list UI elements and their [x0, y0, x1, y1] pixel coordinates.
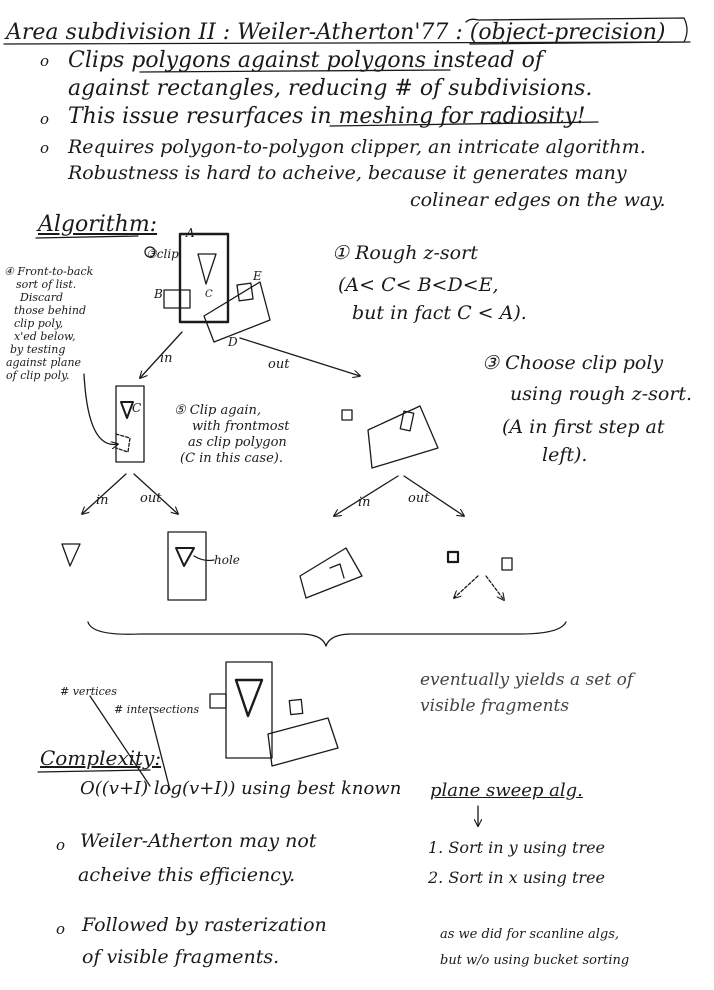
step5-line-1: ⑤ Clip again,: [174, 403, 261, 418]
step5-line-2: with frontmost: [192, 419, 290, 434]
step4-line-2: sort of list.: [16, 278, 77, 291]
step3-line-4: left).: [542, 444, 588, 466]
complexity-b1-line-1: Weiler-Atherton may not: [80, 830, 317, 852]
out-label-1: out: [268, 357, 290, 372]
step1-line-2: (A< C< B<D<E,: [338, 274, 499, 296]
poly-label-a: A: [186, 226, 195, 240]
bullet-3-line-2: Robustness is hard to acheive, because it generates many: [68, 162, 627, 184]
bullet-mark-4: o: [56, 836, 66, 854]
underline-meshing: [330, 122, 598, 126]
bullet-mark-3: o: [40, 139, 50, 157]
out-label-3: out: [408, 491, 430, 506]
step5-line-4: (C in this case).: [180, 451, 283, 466]
arrow-in-2: [82, 474, 126, 514]
arrow-in-1: [140, 332, 182, 378]
inner-label-c: C: [132, 401, 142, 415]
step4-line-7: by testing: [10, 343, 66, 356]
clipped-c: [121, 402, 133, 418]
poly-label-b: B: [154, 287, 163, 301]
step4-line-5: clip poly,: [14, 317, 64, 330]
step4-line-1: ④ Front-to-back: [4, 265, 94, 278]
clip-label: ③clip: [146, 247, 179, 261]
sort-step-2: 2. Sort in x using tree: [428, 868, 606, 887]
intersections-pointer: [150, 712, 170, 790]
step4-line-6: x'ed below,: [14, 330, 76, 343]
polygon-d: [204, 282, 270, 342]
clipped-a: [116, 386, 144, 462]
result-e: [289, 699, 302, 714]
underline-polygons: [140, 70, 450, 72]
arrow-out-1: [240, 338, 360, 376]
poly-label-e: E: [253, 269, 262, 283]
arrow-in-3: [334, 476, 398, 516]
step3-line-1: ③ Choose clip poly: [482, 352, 664, 374]
poly-label-d: D: [228, 335, 238, 349]
step1-title: ① Rough z-sort: [332, 242, 478, 264]
arrow-out-3: [404, 476, 464, 516]
step4-line-9: of clip poly.: [6, 369, 70, 382]
bullet-1-line-2: against rectangles, reducing # of subdivisions.: [68, 76, 593, 101]
complexity-formula: O((v+I) log(v+I)) using best known: [80, 778, 402, 799]
step5-line-3: as clip polygon: [188, 435, 287, 450]
complexity-b1-line-2: acheive this efficiency.: [78, 864, 296, 886]
complexity-heading: Complexity:: [40, 746, 162, 770]
step4-line-8: against plane: [6, 356, 82, 369]
out-label-2: out: [140, 491, 162, 506]
complexity-b2-line-1: Followed by rasterization: [82, 914, 327, 936]
scanline-line-2: but w/o using bucket sorting: [440, 953, 630, 968]
result-c: [236, 680, 262, 716]
bullet-mark-5: o: [56, 920, 66, 938]
polygon-e: [237, 283, 253, 301]
bullet-1-line-1: Clips polygons against polygons instead of: [68, 48, 543, 73]
step3-line-2: using rough z-sort.: [510, 383, 693, 405]
fragment-a-with-hole: [168, 532, 206, 600]
underline-algorithm: [36, 236, 138, 238]
fragment-triangle: [62, 544, 80, 566]
scanline-line-1: as we did for scanline algs,: [440, 927, 620, 942]
in-label-1: in: [160, 351, 173, 366]
result-a: [226, 662, 272, 758]
result-note-line-1: eventually yields a set of: [420, 670, 634, 690]
small-square-1: [342, 410, 352, 420]
result-b: [210, 694, 226, 708]
step4-pointer: [84, 374, 118, 444]
complexity-b2-line-2: of visible fragments.: [82, 946, 280, 968]
clip-label-circle: [145, 247, 155, 257]
intersections-label: # intersections: [114, 703, 200, 716]
hidden-fragments: [116, 434, 130, 452]
arrow-out-2: [134, 474, 178, 514]
underline-complexity: [38, 770, 150, 772]
polygon-c-triangle: [198, 254, 216, 284]
poly-label-c: C: [205, 289, 213, 300]
in-label-3: in: [358, 495, 371, 510]
page-title: Area subdivision II : Weiler-Atherton'77 : (object-precision): [6, 20, 666, 45]
title-paren-box: [466, 18, 687, 44]
fragment-d-inner: [330, 564, 344, 578]
fragment-d-piece: [300, 548, 362, 598]
bullet-3-line-1: Requires polygon-to-polygon clipper, an intricate algorithm.: [68, 136, 646, 158]
fragment-hole: [176, 548, 194, 566]
result-d: [268, 718, 338, 766]
bullet-mark-1: o: [40, 52, 50, 70]
arrow-out-4b: [486, 576, 504, 600]
combine-brace: [88, 622, 566, 646]
fragment-square-bold: [448, 552, 458, 562]
fragment-square-small: [502, 558, 512, 570]
bullet-3-line-3: colinear edges on the way.: [410, 189, 666, 211]
step3-line-3: (A in first step at: [502, 416, 665, 438]
hole-label: hole: [214, 553, 240, 567]
vertices-label: # vertices: [60, 685, 117, 698]
hole-pointer: [194, 556, 214, 561]
bullet-mark-2: o: [40, 110, 50, 128]
bullet-2-line-1: This issue resurfaces in meshing for radiosity!: [68, 104, 586, 129]
sort-step-1: 1. Sort in y using tree: [428, 838, 606, 857]
polygon-b: [164, 290, 190, 308]
step4-line-4: those behind: [14, 304, 87, 317]
result-note-line-2: visible fragments: [420, 696, 570, 716]
arrow-out-4a: [454, 576, 478, 598]
vertices-pointer: [90, 696, 150, 786]
plane-sweep-label: plane sweep alg.: [430, 780, 583, 801]
step4-line-3: Discard: [20, 291, 64, 304]
step1-line-3: but in fact C < A).: [352, 302, 527, 324]
algorithm-heading: Algorithm:: [38, 212, 158, 237]
in-label-2: in: [96, 493, 109, 508]
